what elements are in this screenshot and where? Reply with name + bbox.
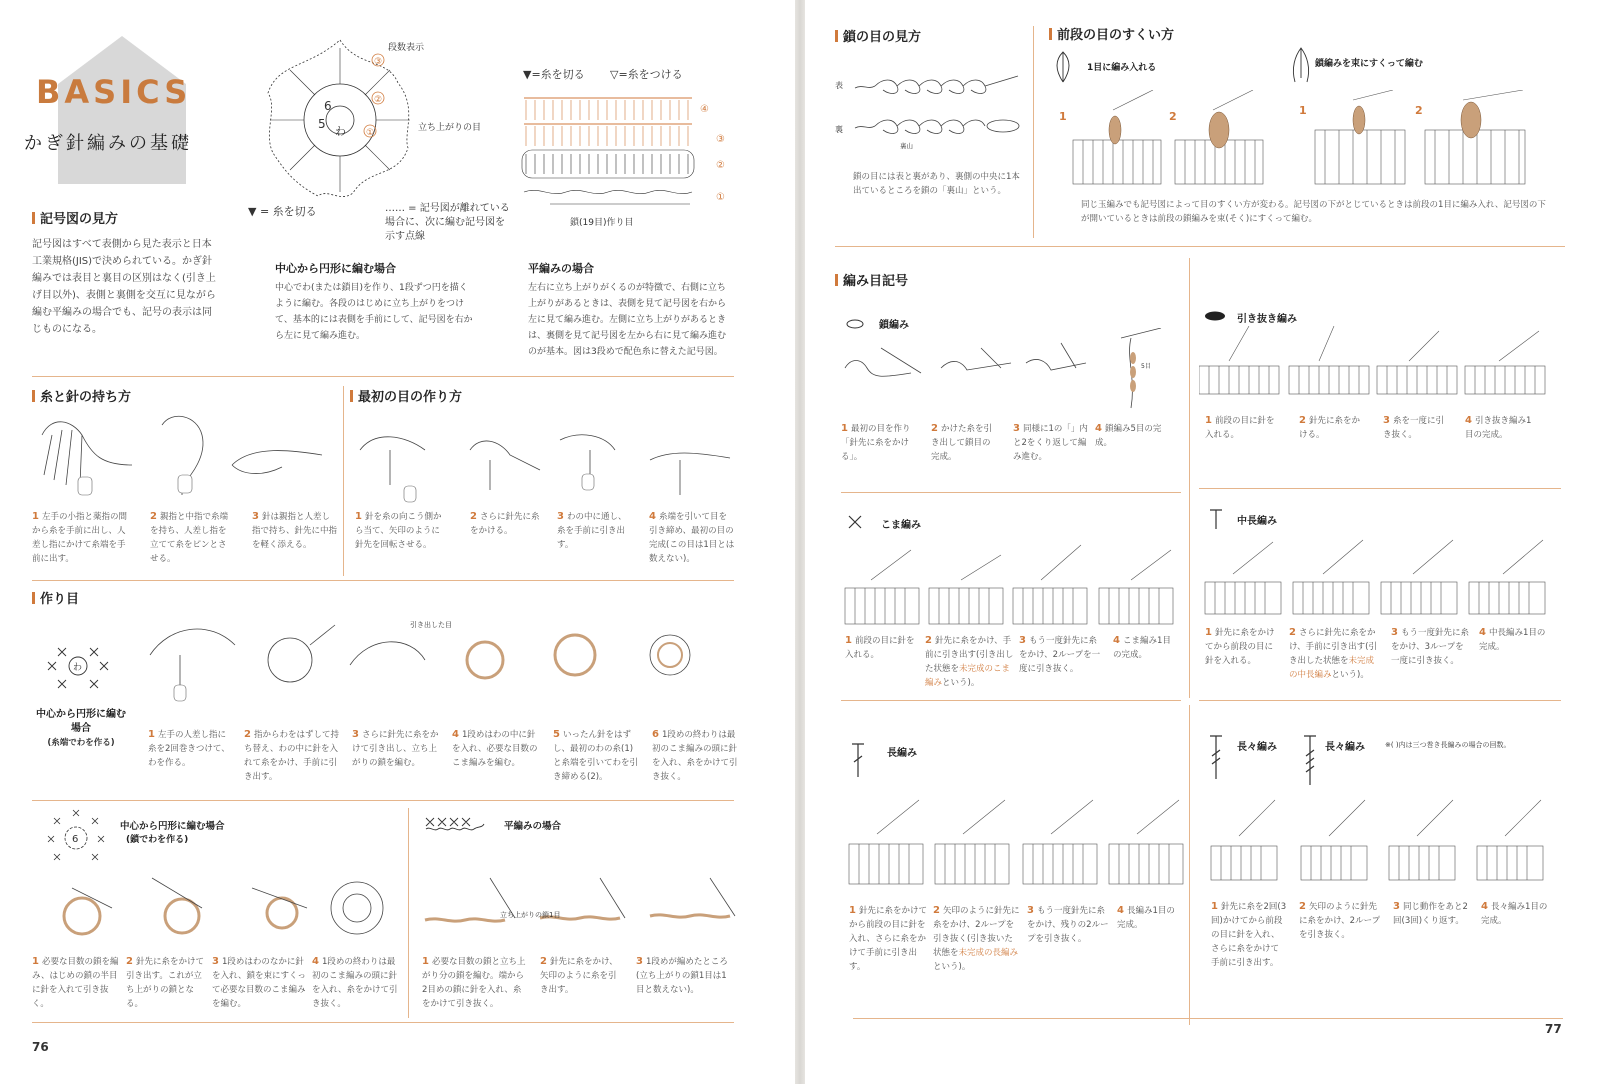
puff-open-symbol bbox=[1291, 46, 1311, 84]
chain-ring-title: 中心から円形に編む場合 bbox=[120, 821, 225, 832]
legend-attach: ▽=糸をつける bbox=[610, 68, 683, 81]
divider bbox=[32, 580, 734, 581]
label-row-display: 段数表示 bbox=[388, 43, 425, 53]
section-title-holding: 糸と針の持ち方 bbox=[32, 386, 131, 405]
pickup-bundle-label: 鎖編みを束にすくって編む bbox=[1315, 59, 1423, 69]
divider bbox=[1199, 488, 1561, 489]
half-double-step-2: 2 さらに針先に糸をかけ、手前に引き出す(引き出した状態を未完成の中長編みという)。 bbox=[1289, 627, 1377, 680]
double-crochet-symbol bbox=[851, 742, 865, 778]
chain-step-4: 4 鎖編み5目の完成。 bbox=[1095, 423, 1162, 448]
foundation-step-1: 1 左手の人差し指に糸を2回巻きつけて、わを作る。 bbox=[148, 729, 230, 768]
pickup-num-2a: 2 bbox=[1169, 110, 1177, 123]
foundation-ring-symbol bbox=[44, 636, 114, 696]
double-step-1: 1 針先に糸をかけてから前段の目に針を入れ、さらに糸をかけて手前に引き出す。 bbox=[849, 905, 927, 972]
slip-stitch-symbol bbox=[1203, 310, 1227, 322]
back-ridge-label: 裏山 bbox=[900, 142, 913, 150]
flat-knit-symbol bbox=[424, 816, 488, 832]
slip-step-1: 1 前段の目に針を入れる。 bbox=[1205, 415, 1275, 440]
foundation-side-sub: (糸端でわを作る) bbox=[47, 738, 115, 748]
flat-knit-step-2: 2 針先に糸をかけ、矢印のように糸を引き出す。 bbox=[540, 956, 618, 995]
chart-row-2: ② bbox=[374, 95, 383, 105]
divider bbox=[32, 800, 734, 801]
slip-stitch-name: 引き抜き編み bbox=[1237, 314, 1297, 325]
row-marker-4: ④ bbox=[700, 104, 709, 115]
section-title-foundation: 作り目 bbox=[32, 588, 79, 607]
row-marker-3: ③ bbox=[716, 134, 725, 145]
chain-step-3: 3 同様に1の「」内と2をくり返して編み進む。 bbox=[1013, 423, 1088, 462]
foundation-step-5: 5 いったん針をはずし、最初のわの糸(1)と糸端を引いてわを引き締める(2)。 bbox=[553, 729, 639, 782]
section-mark bbox=[32, 212, 35, 224]
double-step-4: 4 長編み1目の完成。 bbox=[1117, 905, 1175, 930]
triple-treble-symbol bbox=[1303, 734, 1317, 786]
single-crochet-illustrations bbox=[841, 540, 1181, 630]
holding-illustrations bbox=[32, 405, 332, 505]
puff-closed-symbol bbox=[1053, 50, 1073, 84]
basics-title: BASICS bbox=[36, 73, 192, 111]
foundation-side-label: 中心から円形に編む場合 bbox=[36, 709, 126, 734]
single-step-2: 2 針先に糸をかけ、手前に引き出す(引き出した状態を未完成のこま編みという)。 bbox=[925, 635, 1014, 688]
divider bbox=[1199, 700, 1561, 701]
half-double-illustrations bbox=[1203, 530, 1553, 620]
page-number-left: 76 bbox=[32, 1040, 49, 1054]
flat-knit-step-1: 1 必要な目数の鎖と立ち上がり分の鎖を編む。端から2目めの鎖に針を入れ、糸をかけて引き抜く。 bbox=[422, 956, 526, 1009]
divider bbox=[32, 1022, 734, 1023]
half-double-step-3: 3 もう一度針先に糸をかけ、3ループを一度に引き抜く。 bbox=[1391, 627, 1469, 666]
symbol-chart-body: 記号図はすべて表側から見た表示と日本工業規格(JIS)で決められている。かぎ針編みでは表目と裏目の区別はなく(引き上げ目以外)、表側と裏側を交互に見ながら編む平編みの場合でも、記号の表示は同じものになる。 bbox=[32, 239, 216, 335]
label-foundation-chain: 鎖(19目)作り目 bbox=[570, 218, 634, 228]
divider bbox=[841, 492, 1181, 493]
section-title-symbols: 編み目記号 bbox=[835, 270, 908, 289]
flat-body: 左右に立ち上がりがくるのが特徴で、右側に立ち上がりがあるときは、表側を見て記号図を右から左に見て編み進む。左側に立ち上がりがあるときは、裏側を見て記号図を左から右に見て編み進むのが基本。図は3段めで配色糸に替えた記号図。 bbox=[528, 283, 727, 357]
row-marker-2: ② bbox=[716, 160, 725, 171]
circular-symbol-chart bbox=[258, 38, 423, 203]
circular-body: 中心でわ(または鎖目)を作り、1段ずつ円を描くように編む。各段のはじめに立ち上がりをつけて、基本的には表側を手前にして、記号図を右から左に見て編み進む。 bbox=[275, 283, 473, 341]
vertical-divider bbox=[1033, 26, 1034, 238]
treble-step-1: 1 針先に糸を2回(3回)かけてから前段の目に針を入れ、さらに糸をかけて手前に引き出す。 bbox=[1211, 901, 1287, 968]
pickup-into-one-label: 1目に編み入れる bbox=[1087, 63, 1157, 73]
pickup-num-1b: 1 bbox=[1299, 104, 1307, 117]
vertical-divider bbox=[1189, 258, 1190, 698]
label-standup-chain: 立ち上がりの鎖1目 bbox=[500, 911, 561, 919]
chain-front-label: 表 bbox=[835, 81, 843, 90]
section-mark bbox=[32, 390, 35, 402]
slip-step-2: 2 針先に糸をかける。 bbox=[1299, 415, 1360, 440]
section-title-chain-view: 鎖の目の見方 bbox=[835, 26, 921, 45]
pickup-illustrations bbox=[1053, 90, 1543, 190]
chart-center-6: 6 bbox=[324, 99, 332, 113]
divider bbox=[841, 700, 1181, 701]
section-mark bbox=[835, 274, 838, 286]
right-page bbox=[805, 0, 1600, 1084]
double-step-3: 3 もう一度針先に糸をかけ、残りの2ループを引き抜く。 bbox=[1027, 905, 1109, 944]
chain-count-label: 5目 bbox=[1141, 363, 1151, 370]
section-title-first-stitch: 最初の目の作り方 bbox=[350, 386, 462, 405]
half-double-step-1: 1 針先に糸をかけてから前段の目に針を入れる。 bbox=[1205, 627, 1275, 666]
legend-cut: ▼=糸を切る bbox=[523, 68, 585, 81]
pickup-num-2b: 2 bbox=[1415, 104, 1423, 117]
chart-center-wa: わ bbox=[335, 125, 346, 138]
chain-stitch-name: 鎖編み bbox=[879, 320, 909, 331]
first-stitch-step-4: 4 糸端を引いて目を引き締め、最初の目の完成(この目は1目とは数えない)。 bbox=[649, 511, 735, 564]
circular-title: 中心から円形に編む場合 bbox=[275, 262, 396, 275]
double-crochet-name: 長編み bbox=[887, 748, 917, 759]
chart-row-1: ① bbox=[366, 128, 375, 138]
first-stitch-step-1: 1 針を糸の向こう側から当て、矢印のように針先を回転させる。 bbox=[355, 511, 442, 550]
chain-ring-step-3: 3 1段めはわのなかに針を入れ、鎖を束にすくって必要な目数のこま編みを編む。 bbox=[212, 956, 306, 1009]
single-step-4: 4 こま編み1目の完成。 bbox=[1113, 635, 1171, 660]
first-stitch-illustrations bbox=[350, 410, 735, 510]
chain-ring-step-2: 2 針先に糸をかけて引き出す。これが立ち上がりの鎖となる。 bbox=[126, 956, 204, 1009]
treble-crochet-symbol bbox=[1209, 734, 1223, 780]
basics-subtitle: かぎ針編みの基礎 bbox=[24, 133, 192, 154]
flat-knit-illustrations bbox=[420, 868, 740, 938]
chain-ring-count: 6 bbox=[72, 834, 79, 845]
label-dotted-line: …… = 記号図が離れている場合に、次に編む記号図を示す点線 bbox=[385, 203, 510, 242]
holding-step-1: 1 左手の小指と薬指の間から糸を手前に出し、人差し指にかけて糸端を手前に出す。 bbox=[32, 511, 127, 564]
foundation-step-2: 2 指からわをはずして持ち替え、わの中に針を入れて糸をかけ、手前に引き出す。 bbox=[244, 729, 339, 782]
chain-ring-sub: (鎖でわを作る) bbox=[126, 835, 189, 845]
foundation-step-6: 6 1段めの終わりは最初のこま編みの頭に針を入れ、糸をかけて引き抜く。 bbox=[652, 729, 738, 782]
treble-crochet-name: 長々編み bbox=[1237, 742, 1277, 753]
chart-row-3: ③ bbox=[374, 57, 383, 67]
chart-center-5: 5 bbox=[318, 117, 326, 131]
section-mark bbox=[350, 390, 353, 402]
section-title-symbol-chart: 記号図の見方 bbox=[32, 208, 118, 227]
pickup-body: 同じ玉編みでも記号図によって目のすくい方が変わる。記号図の下がとじているときは前段の1目に編み入れ、記号図の下が開いているときは前段の鎖編みを束(そく)にすくって編む。 bbox=[1081, 200, 1546, 224]
single-crochet-symbol bbox=[847, 514, 863, 530]
slip-step-4: 4 引き抜き編み1目の完成。 bbox=[1465, 415, 1532, 440]
double-crochet-illustrations bbox=[847, 790, 1187, 890]
section-mark bbox=[1049, 28, 1052, 40]
foundation-step-3: 3 さらに針先に糸をかけて引き出し、立ち上がりの鎖を編む。 bbox=[352, 729, 439, 768]
section-mark bbox=[835, 30, 838, 42]
chain-step-2: 2 かけた糸を引き出して鎖目の完成。 bbox=[931, 423, 992, 462]
pickup-num-1a: 1 bbox=[1059, 110, 1067, 123]
page-number-right: 77 bbox=[1545, 1022, 1562, 1036]
label-cut-yarn: ▼ = 糸を切る bbox=[248, 205, 317, 218]
single-crochet-name: こま編み bbox=[881, 520, 921, 531]
holding-step-3: 3 針は親指と人差し指で持ち、針先に中指を軽く添える。 bbox=[252, 511, 338, 550]
vertical-divider bbox=[1189, 705, 1190, 1025]
chain-back-label: 裏 bbox=[835, 125, 843, 134]
section-title-pickup: 前段の目のすくい方 bbox=[1049, 24, 1174, 43]
slip-stitch-illustrations bbox=[1199, 326, 1549, 406]
chain-ring-symbol bbox=[46, 808, 106, 868]
chain-ring-illustrations bbox=[32, 868, 402, 948]
chain-view-illustration bbox=[853, 68, 1023, 148]
chain-view-body: 鎖の目には表と裏があり、裏側の中央に1本出ているところを鎖の「裏山」という。 bbox=[853, 172, 1020, 196]
chain-step-1: 1 最初の目を作り「針先に糸をかける」。 bbox=[841, 423, 911, 462]
first-stitch-step-2: 2 さらに針先に糸をかける。 bbox=[470, 511, 540, 536]
triple-treble-name: 長々編み bbox=[1325, 742, 1365, 753]
foundation-step-4: 4 1段めはわの中に針を入れ、必要な目数のこま編みを編む。 bbox=[452, 729, 538, 768]
left-page bbox=[0, 0, 795, 1084]
treble-note: ※( )内は三つ巻き長編みの場合の回数。 bbox=[1385, 741, 1511, 749]
treble-crochet-illustrations bbox=[1209, 786, 1549, 886]
vertical-divider bbox=[408, 808, 409, 1018]
flat-knit-title: 平編みの場合 bbox=[504, 821, 562, 832]
treble-step-4: 4 長々編み1目の完成。 bbox=[1481, 901, 1548, 926]
chain-ring-step-1: 1 必要な目数の鎖を編み、はじめの鎖の半目に針を入れて引き抜く。 bbox=[32, 956, 119, 1009]
treble-step-2: 2 矢印のように針先に糸をかけ、2ループを引き抜く。 bbox=[1299, 901, 1381, 940]
vertical-divider bbox=[343, 386, 344, 576]
chain-stitch-illustrations bbox=[841, 328, 1181, 418]
section-mark bbox=[32, 592, 35, 604]
single-step-1: 1 前段の目に針を入れる。 bbox=[845, 635, 915, 660]
holding-step-2: 2 親指と中指で糸端を持ち、人差し指を立てて糸をピンとさせる。 bbox=[150, 511, 228, 564]
flat-symbol-chart bbox=[520, 86, 740, 226]
flat-knit-step-3: 3 1段めが編めたところ(立ち上がりの鎖1目は1目と数えない)。 bbox=[636, 956, 728, 995]
first-stitch-step-3: 3 わの中に通し、糸を手前に引き出す。 bbox=[557, 511, 627, 550]
half-double-name: 中長編み bbox=[1237, 516, 1277, 527]
divider bbox=[835, 246, 1565, 247]
book-gutter bbox=[795, 0, 805, 1084]
single-step-3: 3 もう一度針先に糸をかけ、2ループを一度に引き抜く。 bbox=[1019, 635, 1101, 674]
half-double-step-4: 4 中長編み1目の完成。 bbox=[1479, 627, 1546, 652]
svg-text:わ: わ bbox=[73, 663, 83, 673]
flat-title: 平編みの場合 bbox=[528, 262, 594, 275]
label-pulled-stitch: 引き出した目 bbox=[410, 621, 452, 629]
double-step-2: 2 矢印のように針先に糸をかけ、2ループを引き抜く(引き抜いた状態を未完成の長編みという)。 bbox=[933, 905, 1020, 972]
label-standup: 立ち上がりの目 bbox=[418, 123, 482, 133]
divider bbox=[32, 376, 734, 377]
chain-ring-step-4: 4 1段めの終わりは最初のこま編みの頭に針を入れ、糸をかけて引き抜く。 bbox=[312, 956, 398, 1009]
treble-step-3: 3 同じ動作をあと2回(3回)くり返す。 bbox=[1393, 901, 1468, 926]
divider bbox=[853, 1018, 1563, 1019]
slip-step-3: 3 糸を一度に引き抜く。 bbox=[1383, 415, 1444, 440]
half-double-symbol bbox=[1209, 508, 1223, 530]
row-marker-1: ① bbox=[716, 192, 725, 203]
